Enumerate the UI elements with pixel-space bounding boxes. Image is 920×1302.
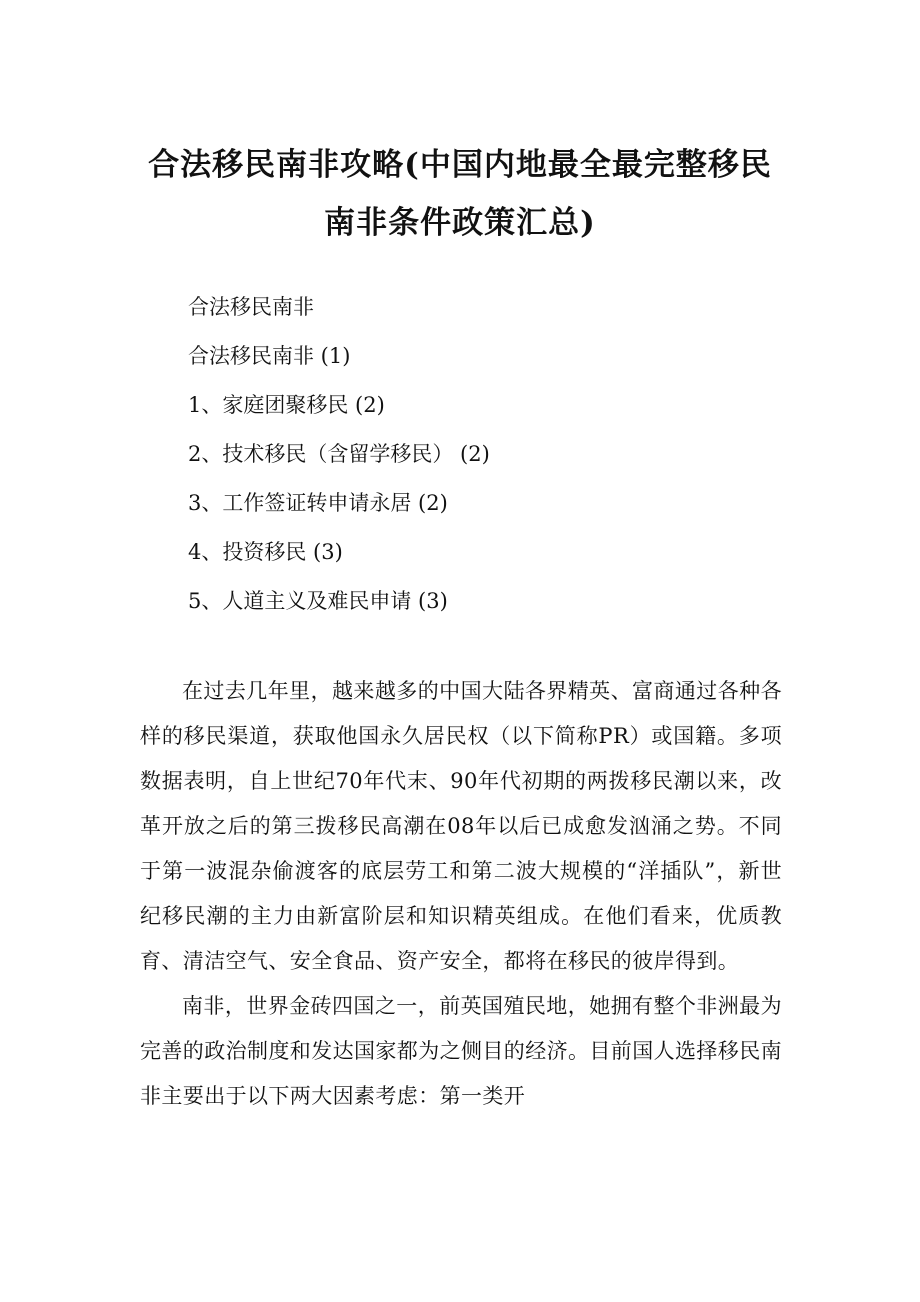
toc-item: 1、家庭团聚移民 (2): [188, 393, 385, 417]
toc-item: 3、工作签证转申请永居 (2): [188, 491, 448, 515]
toc-item: 2、技术移民（含留学移民） (2): [188, 442, 490, 466]
table-of-contents: [188, 283, 788, 626]
body-text: [140, 669, 782, 1119]
toc-item: 合法移民南非: [188, 295, 314, 319]
paragraph: 南非，世界金砖四国之一，前英国殖民地，她拥有整个非洲最为完善的政治制度和发达国家都为之侧目的经济。目前国人选择移民南非主要出于以下两大因素考虑：第一类开: [140, 994, 782, 1108]
toc-item: 4、投资移民 (3): [188, 540, 343, 564]
toc-item: 合法移民南非 (1): [188, 344, 351, 368]
paragraph: 在过去几年里，越来越多的中国大陆各界精英、富商通过各种各样的移民渠道，获取他国永久居民权（以下简称PR）或国籍。多项数据表明，自上世纪70年代末、90年代初期的两拨移民潮以来，改革开放之后的第三拨移民高潮在08年以后已成愈发汹涌之势。不同于第一波混杂偷渡客的底层劳工和第二波大规模的“洋插队”，新世纪移民潮的主力由新富阶层和知识精英组成。在他们看来，优质教育、清洁空气、安全食品、资产安全，都将在移民的彼岸得到。: [140, 679, 782, 973]
document-title: 合法移民南非攻略(中国内地最全最完整移民南非条件政策汇总): [148, 147, 772, 241]
toc-item: 5、人道主义及难民申请 (3): [188, 589, 448, 613]
